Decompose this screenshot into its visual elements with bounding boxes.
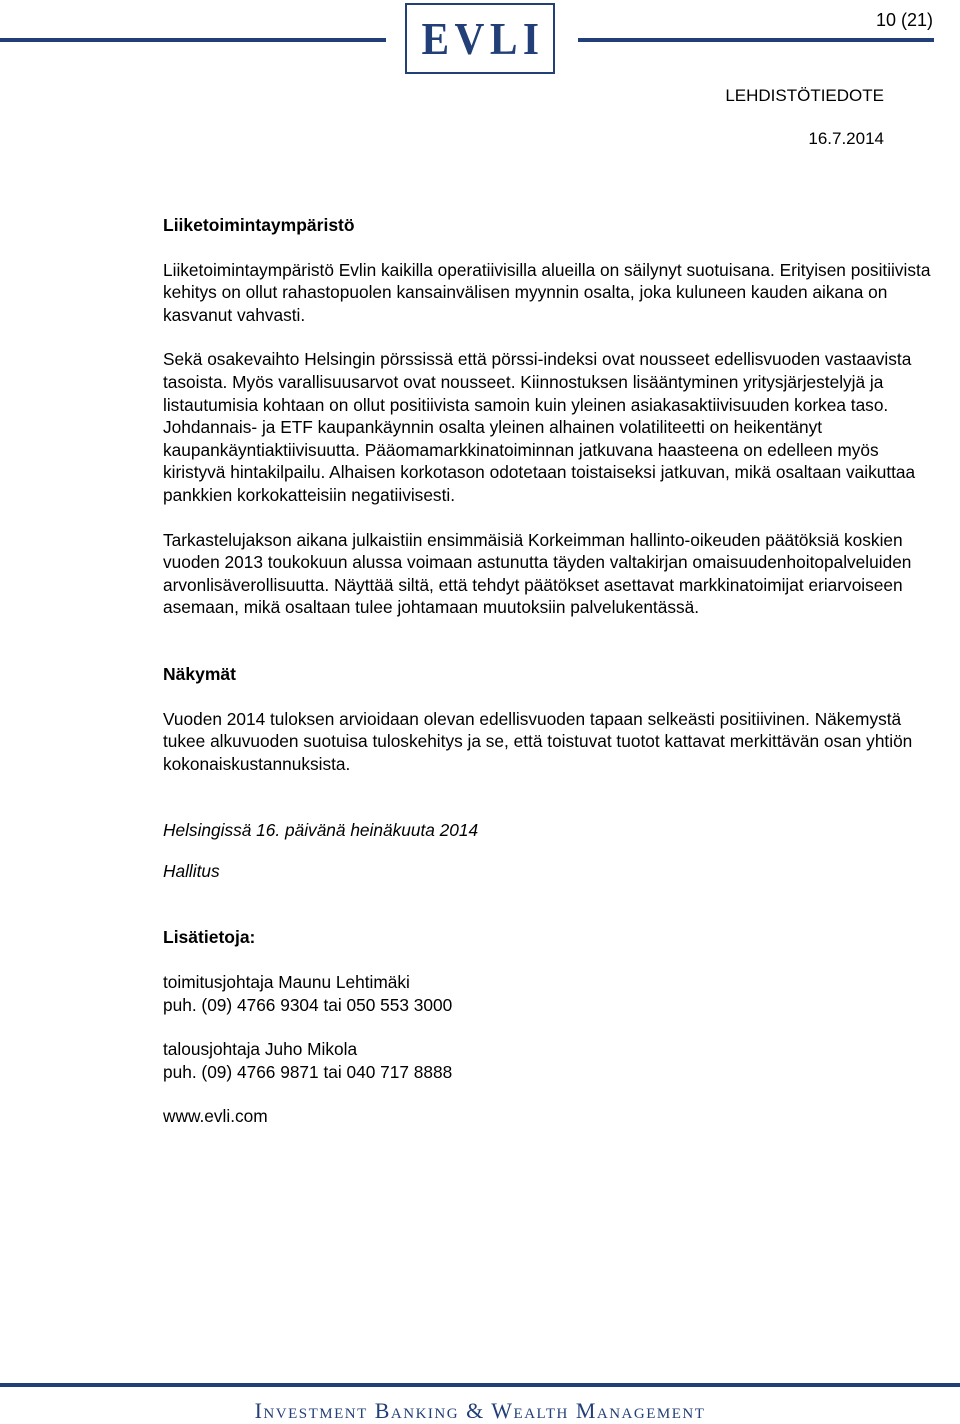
paragraph: Liiketoimintaympäristö Evlin kaikilla operatiivisilla alueilla on säilynyt suotuisana. Erityisen positiivista kehitys on ollut rahastopuolen kansainvälisen myynnin osalta, joka kuluneen kauden aikana on kasvanut vahvasti. bbox=[163, 259, 931, 325]
contact-phone: puh. (09) 4766 9871 tai 040 717 8888 bbox=[163, 1061, 453, 1082]
section-heading-outlook: Näkymät bbox=[163, 663, 236, 684]
contact-name: talousjohtaja Juho Mikola bbox=[163, 1039, 358, 1060]
section-heading-environment: Liiketoimintaympäristö bbox=[163, 215, 355, 235]
paragraph: Vuoden 2014 tuloksen arvioidaan olevan edellisvuoden tapaan selkeästi positiivinen. Näkemystä tukee alkuvuoden suotuisa tuloskehitys ja se, että toistuvat tuotot kattavat merkittävän osan yhtiön kokonaiskustannuksista. bbox=[163, 708, 913, 774]
company-logo bbox=[405, 3, 555, 74]
document-type: LEHDISTÖTIEDOTE bbox=[725, 86, 884, 105]
signature-place-date: Helsingissä 16. päivänä heinäkuuta 2014 bbox=[163, 820, 479, 841]
page-number: 10 (21) bbox=[875, 10, 933, 30]
logo-text: EVLI bbox=[421, 13, 545, 64]
signature-signer: Hallitus bbox=[163, 860, 220, 881]
footer-tagline: Investment Banking & Wealth Management bbox=[254, 1398, 706, 1423]
contact-phone: puh. (09) 4766 9304 tai 050 553 3000 bbox=[163, 994, 453, 1015]
logo-line-right bbox=[578, 38, 934, 42]
section-heading-contacts: Lisätietoja: bbox=[163, 927, 256, 948]
document-date: 16.7.2014 bbox=[808, 129, 884, 148]
paragraph: Sekä osakevaihto Helsingin pörssissä että pörssi-indeksi ovat nousseet edellisvuoden vastaavista tasoista. Myös varallisuusarvot ovat nousseet. Kiinnostuksen lisääntyminen yritysjärjestelyjä ja listautumisia kohtaan on ollut positiivista samoin kuin yleinen asiakasaktiivisuuden korkea taso. Johdannais- ja ETF kaupankäynnin osalta yleinen alhainen volatiliteetti on heikentänyt kaupankäyntiaktiivisuutta. Pääomamarkkinatoiminnan jatkuvana haasteena on edelleen myös kiristyvä hintakilpailu. Alhaisen korkotason odotetaan toistaiseksi jatkuvan, mikä osaltaan vaikuttaa pankkien korkokatteisiin negatiivisesti. bbox=[163, 349, 916, 505]
footer-line bbox=[0, 1383, 960, 1387]
contact-name: toimitusjohtaja Maunu Lehtimäki bbox=[163, 972, 410, 993]
paragraph: Tarkastelujakson aikana julkaistiin ensimmäisiä Korkeimman hallinto-oikeuden päätöksiä koskien vuoden 2013 toukokuun alussa voimaan astunutta täyden valtakirjan omaisuudenhoitopalveluiden arvonlisäverollisuutta. Näyttää siltä, että tehdyt päätökset asettavat markkinatoimijat eriarvoiseen asemaan, mikä osaltaan tulee johtamaan muutoksiin palvelukentässä. bbox=[163, 529, 912, 618]
logo-line-left bbox=[0, 38, 386, 42]
website-link[interactable]: www.evli.com bbox=[163, 1106, 268, 1127]
document-body bbox=[163, 214, 933, 1128]
